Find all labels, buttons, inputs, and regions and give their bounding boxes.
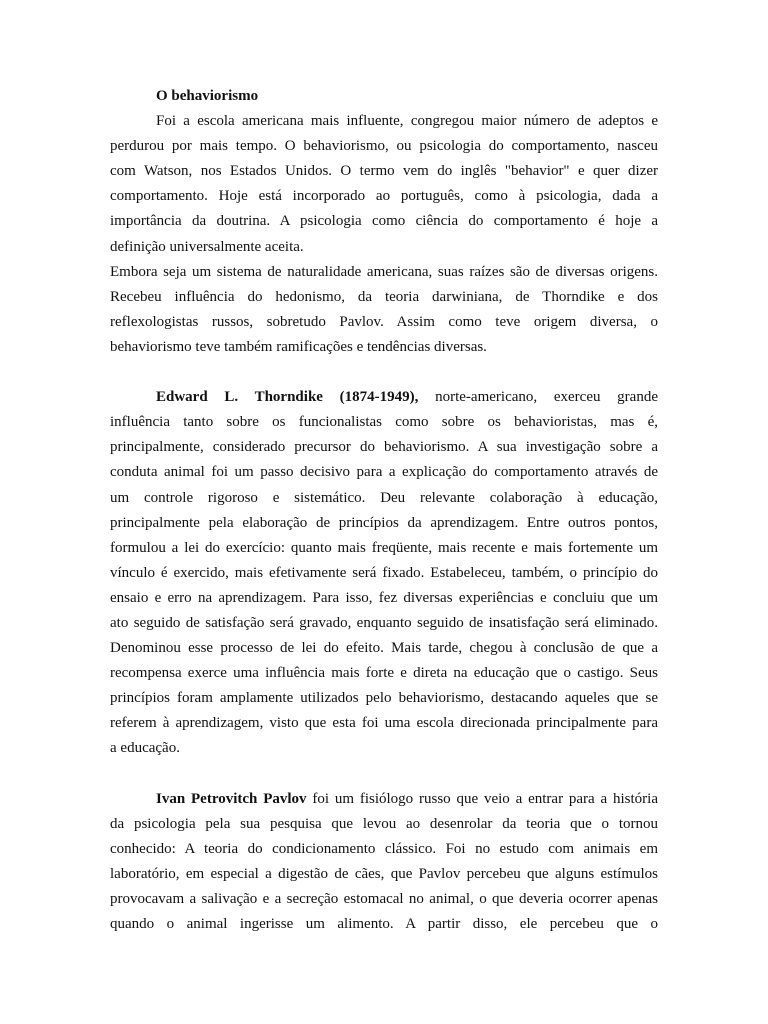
paragraph-line: conduta animal foi um passo decisivo para a explicação do comportamento através de [110, 464, 658, 481]
document-title: O behaviorismo [156, 88, 259, 104]
paragraph-line: da psicologia pela sua pesquisa que levou ao desenrolar da teoria que o tornou [110, 815, 658, 832]
paragraph-line: importância da doutrina. A psicologia como ciência do comportamento é hoje a [110, 213, 658, 230]
paragraph-line: Foi a escola americana mais influente, congregou maior número de adeptos e [156, 113, 658, 130]
thorndike-name: Edward L. Thorndike (1874-1949), [156, 389, 419, 406]
pavlov-intro: foi um fisiólogo russo que veio a entrar para a história [312, 790, 658, 807]
paragraph-line: referem à aprendizagem, visto que esta foi uma escola direcionada principalmente para [110, 715, 658, 732]
thorndike-intro: norte-americano, exerceu grande [435, 389, 658, 406]
paragraph-line: definição universalmente aceita. [110, 238, 304, 255]
paragraph-spacer [110, 762, 658, 787]
paragraph-line: comportamento. Hoje está incorporado ao português, como à psicologia, dada a [110, 188, 658, 205]
paragraph-line: perdurou por mais tempo. O behaviorismo, ou psicologia do comportamento, nasceu [110, 138, 658, 155]
paragraph-line [110, 787, 658, 812]
paragraph-line: Recebeu influência do hedonismo, da teoria darwiniana, de Thorndike e dos [110, 288, 658, 305]
paragraph-line: Denominou esse processo de lei do efeito. Mais tarde, chegou à conclusão de que a [110, 640, 658, 657]
paragraph-line: influência tanto sobre os funcionalistas como sobre os behavioristas, mas é, [110, 414, 658, 431]
paragraph-line: ato seguido de satisfação será gravado, enquanto seguido de insatisfação será eliminado. [110, 614, 658, 631]
paragraph-line: a educação. [110, 740, 180, 757]
paragraph-line: com Watson, nos Estados Unidos. O termo vem do inglês "behavior" e quer dizer [110, 163, 658, 180]
paragraph-behaviorismo [110, 109, 658, 360]
paragraph-line: principalmente pela elaboração de princípios da aprendizagem. Entre outros pontos, [110, 514, 658, 531]
paragraph-line: reflexologistas russos, sobretudo Pavlov. Assim como teve origem diversa, o [110, 313, 658, 330]
paragraph-line: behaviorismo teve também ramificações e tendências diversas. [110, 338, 487, 355]
paragraph-spacer [110, 360, 658, 385]
paragraph-line [110, 385, 658, 410]
paragraph-thorndike [110, 385, 658, 761]
paragraph-line: recompensa exerce uma influência mais forte e direta na educação que o castigo. Seus [110, 665, 658, 682]
paragraph-line: Embora seja um sistema de naturalidade americana, suas raízes são de diversas origens. [110, 263, 658, 280]
paragraph-line: conhecido: A teoria do condicionamento clássico. Foi no estudo com animais em [110, 840, 658, 857]
pavlov-name: Ivan Petrovitch Pavlov [156, 790, 307, 807]
paragraph-line: vínculo é exercido, mais efetivamente será fixado. Estabeleceu, também, o princípio do [110, 564, 658, 581]
paragraph-line: principalmente, considerado precursor do behaviorismo. A sua investigação sobre a [110, 439, 658, 456]
paragraph-line: princípios foram amplamente utilizados pelo behaviorismo, destacando aqueles que se [110, 690, 658, 707]
paragraph-line: provocavam a salivação e a secreção estomacal no animal, o que deveria ocorrer apenas [110, 891, 658, 907]
paragraph-line: formulou a lei do exercício: quanto mais freqüente, mais recente e mais fortemente um [110, 539, 658, 556]
paragraph-line: ensaio e erro na aprendizagem. Para isso, fez diversas experiências e concluiu que um [110, 589, 658, 606]
paragraph-line: quando o animal ingerisse um alimento. A partir disso, ele percebeu que o [110, 916, 658, 933]
document-page [110, 84, 658, 937]
paragraph-line: um controle rigoroso e sistemático. Deu relevante colaboração à educação, [110, 489, 658, 506]
paragraph-line: laboratório, em especial a digestão de cães, que Pavlov percebeu que alguns estímulos [110, 865, 658, 882]
paragraph-pavlov [110, 787, 658, 938]
